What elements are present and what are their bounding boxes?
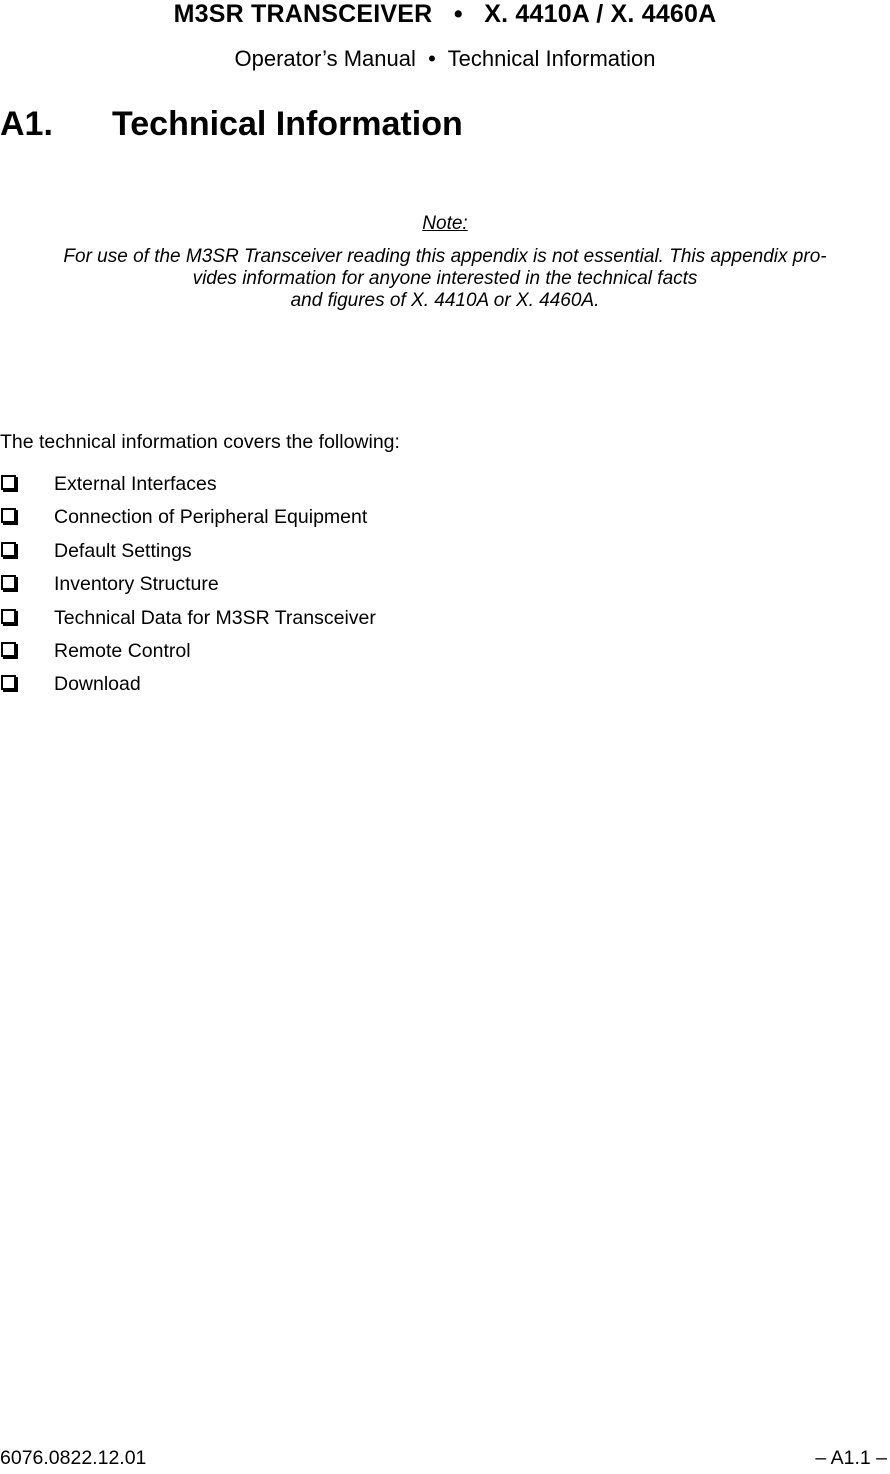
checkbox-icon <box>1 609 16 624</box>
list-item-label: Inventory Structure <box>54 573 219 596</box>
list-item <box>0 539 376 572</box>
checkbox-icon <box>1 508 16 523</box>
section-title: Technical Information <box>112 105 463 143</box>
section-heading <box>0 104 463 144</box>
list-item-label: Connection of Peripheral Equipment <box>54 506 368 529</box>
note-line: For use of the M3SR Transceiver reading this appendix is not essential. This appendix pro- <box>63 246 827 267</box>
topic-list <box>0 472 376 706</box>
list-item-label: Download <box>54 673 141 696</box>
checkbox-icon <box>1 475 16 490</box>
list-item-label: Default Settings <box>54 539 192 562</box>
list-item <box>0 606 376 639</box>
note-label: Note: <box>422 213 468 234</box>
page-number: – A1.1 – <box>815 1447 887 1469</box>
note-line: vides information for anyone interested in the technical facts <box>192 268 698 289</box>
checkbox-icon <box>1 575 16 590</box>
document-number: 6076.0822.12.01 <box>0 1447 147 1469</box>
list-item-label: Remote Control <box>54 639 191 662</box>
note-body <box>0 246 890 312</box>
note-line: and figures of X. 4410A or X. 4460A. <box>290 290 600 311</box>
list-item <box>0 472 376 505</box>
list-item <box>0 672 376 705</box>
checkbox-icon <box>1 642 16 657</box>
list-item <box>0 505 376 538</box>
list-item <box>0 639 376 672</box>
section-number: A1. <box>0 105 53 143</box>
checkbox-icon <box>1 675 16 690</box>
list-item-label: Technical Data for M3SR Transceiver <box>54 606 376 629</box>
intro-paragraph: The technical information covers the following: <box>0 431 400 453</box>
document-header-title: M3SR TRANSCEIVER • X. 4410A / X. 4460A <box>173 0 717 28</box>
list-item-label: External Interfaces <box>54 473 217 495</box>
document-header-subtitle: Operator’s Manual • Technical Information <box>234 46 656 71</box>
list-item <box>0 572 376 605</box>
checkbox-icon <box>1 542 16 557</box>
